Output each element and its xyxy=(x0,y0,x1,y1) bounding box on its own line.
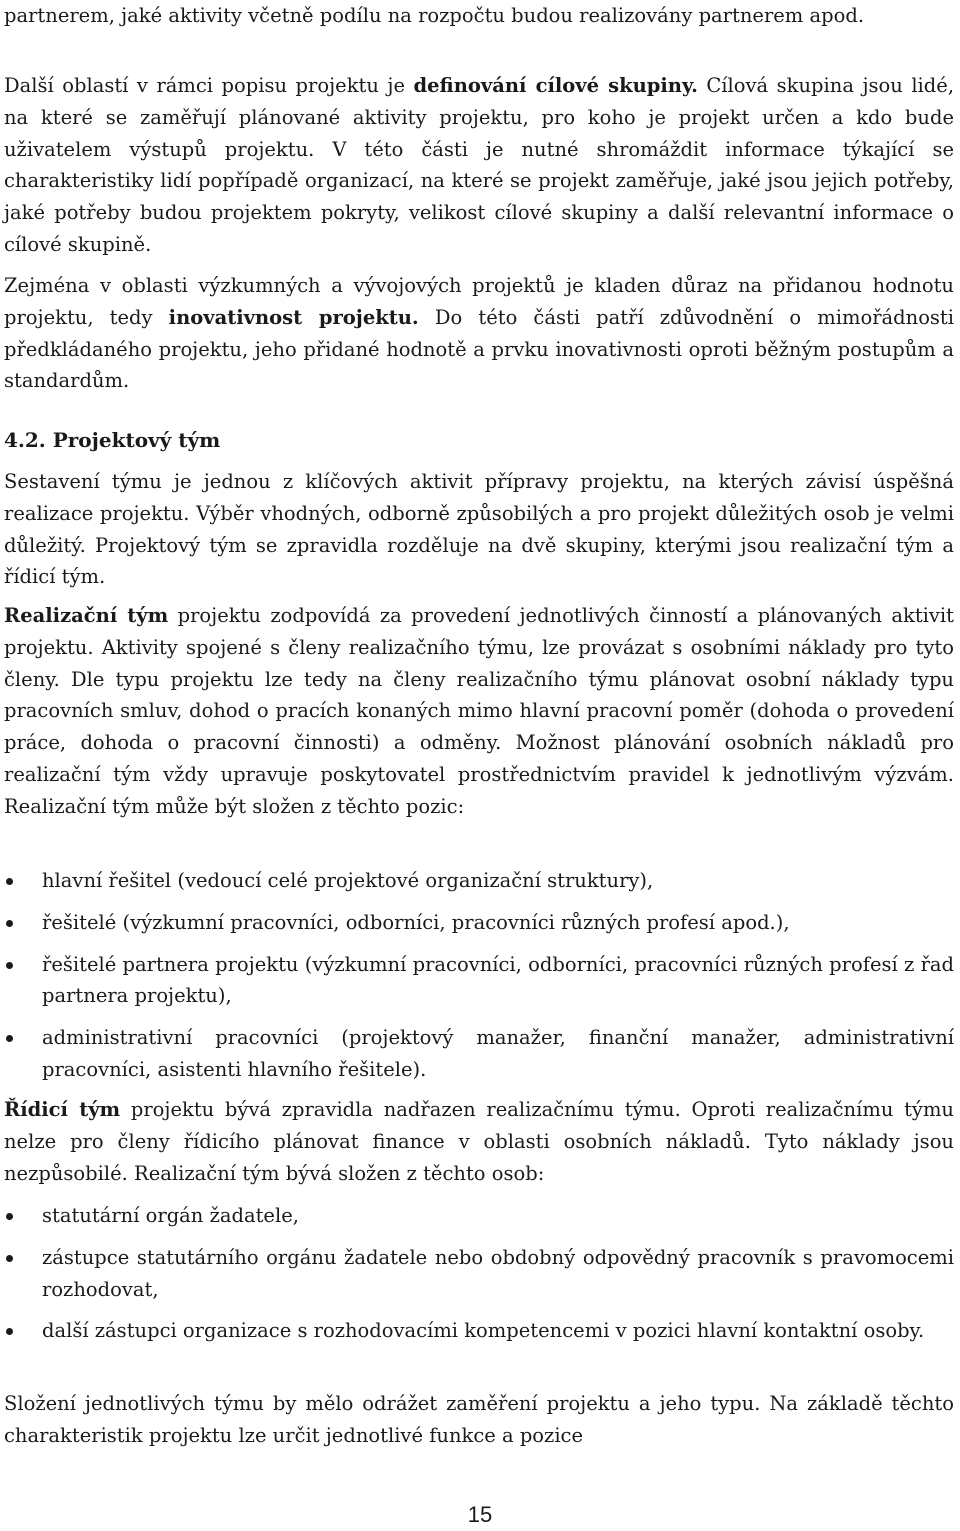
text-run: Zejména v oblasti výzkumných a vývojových projektů je kladen důraz na přidanou hodnotu projektu, tedy xyxy=(4,274,954,329)
paragraph-innovation xyxy=(4,270,954,397)
paragraph-project-team: Sestavení týmu je jednou z klíčových aktivit přípravy projektu, na kterých závisí úspěšná realizace projektu. Výběr vhodných, odborně způsobilých a pro projekt důležitých osob je velmi důležitý. Projektový tým se zpravidla rozděluje na dvě skupiny, kterými jsou realizační tým a řídicí tým. xyxy=(4,470,954,589)
list-item xyxy=(4,1315,954,1347)
bold-term-implementation-team: Realizační tým xyxy=(4,604,169,627)
list-item xyxy=(4,1242,954,1306)
bullet-icon xyxy=(6,1328,13,1335)
paragraph-target-group xyxy=(4,70,954,261)
paragraph-partner-continuation: partnerem, jaké aktivity včetně podílu na rozpočtu budou realizovány partnerem apod. xyxy=(4,4,865,27)
text-run: projektu zodpovídá za provedení jednotlivých činností a plánovaných aktivit projektu. Aktivity spojené s členy realizačního týmu, lze provázat s osobními náklady pro tyto členy. Dle typu projektu lze tedy na členy realizačního týmu plánovat osobní náklady typu pracovních smluv, dohod o pracích konaných mimo hlavní pracovní poměr (dohoda o provedení práce, dohoda o pracovní činnosti) a odměny. Možnost plánování osobních nákladů pro realizační tým vždy upravuje poskytovatel prostřednictvím pravidel k jednotlivým výzvám. Realizační tým může být složen z těchto pozic: xyxy=(4,604,954,818)
list-item xyxy=(4,1200,954,1232)
bullet-icon xyxy=(6,1035,13,1042)
bullet-icon xyxy=(6,920,13,927)
paragraph-steering-team xyxy=(4,1094,954,1189)
list-item-text: další zástupci organizace s rozhodovacími kompetencemi v pozici hlavní kontaktní osoby. xyxy=(42,1319,925,1343)
bold-term-target-group: definování cílové skupiny. xyxy=(413,74,698,97)
steering-team-list xyxy=(4,1200,954,1347)
bullet-icon xyxy=(6,878,13,885)
section-heading: 4.2. Projektový tým xyxy=(4,428,221,452)
bullet-icon xyxy=(6,1255,13,1262)
list-item-text: hlavní řešitel (vedoucí celé projektové organizační struktury), xyxy=(42,869,654,892)
list-item-text: statutární orgán žadatele, xyxy=(42,1204,299,1227)
list-item xyxy=(4,1022,954,1086)
paragraph-implementation-team xyxy=(4,600,954,823)
paragraph-team-composition: Složení jednotlivých týmu by mělo odrážet zaměření projektu a jeho typu. Na základě těchto charakteristik projektu lze určit jednotlivé funkce a pozice xyxy=(4,1392,954,1447)
page-number: 15 xyxy=(467,1502,493,1527)
text-run: Do této části patří zdůvodnění o mimořádnosti předkládaného projektu, jeho přidané hodnotě a prvku inovativnosti oproti běžným postupům a standardům. xyxy=(4,305,955,393)
implementation-team-list xyxy=(4,865,954,1086)
text-run: Další oblastí v rámci popisu projektu je xyxy=(4,74,414,97)
text-run: Cílová skupina jsou lidé, na které se zaměřují plánované aktivity projektu, pro koho je projekt určen a kdo bude uživatelem výstupů projektu. V této části je nutné shromáždit informace týkající se charakteristiky lidí popřípadě organizací, na které se projekt zaměřuje, jaké jsou jejich potřeby, jaké potřeby budou projektem pokryty, velikost cílové skupiny a další relevantní informace o cílové skupině. xyxy=(4,74,955,256)
list-item-text: řešitelé (výzkumní pracovníci, odborníci, pracovníci různých profesí apod.), xyxy=(42,910,790,934)
bold-term-steering-team: Řídicí tým xyxy=(4,1098,121,1121)
bullet-icon xyxy=(6,962,13,969)
list-item xyxy=(4,865,954,897)
list-item-text: řešitelé partnera projektu (výzkumní pracovníci, odborníci, pracovníci různých profesí z řad partnera projektu), xyxy=(42,952,954,1008)
list-item-text: administrativní pracovníci (projektový manažer, finanční manažer, administrativní pracovníci, asistenti hlavního řešitele). xyxy=(42,1026,954,1081)
text-run: projektu bývá zpravidla nadřazen realizačnímu týmu. Oproti realizačnímu týmu nelze pro členy řídicího plánovat finance v oblasti osobních nákladů. Tyto náklady jsou nezpůsobilé. Realizační tým bývá složen z těchto osob: xyxy=(4,1098,954,1185)
list-item-text: zástupce statutárního orgánu žadatele nebo obdobný odpovědný pracovník s pravomocemi rozhodovat, xyxy=(42,1245,954,1301)
bullet-icon xyxy=(6,1213,13,1220)
list-item xyxy=(4,949,954,1013)
bold-term-innovation: inovativnost projektu. xyxy=(168,305,419,329)
list-item xyxy=(4,907,954,939)
